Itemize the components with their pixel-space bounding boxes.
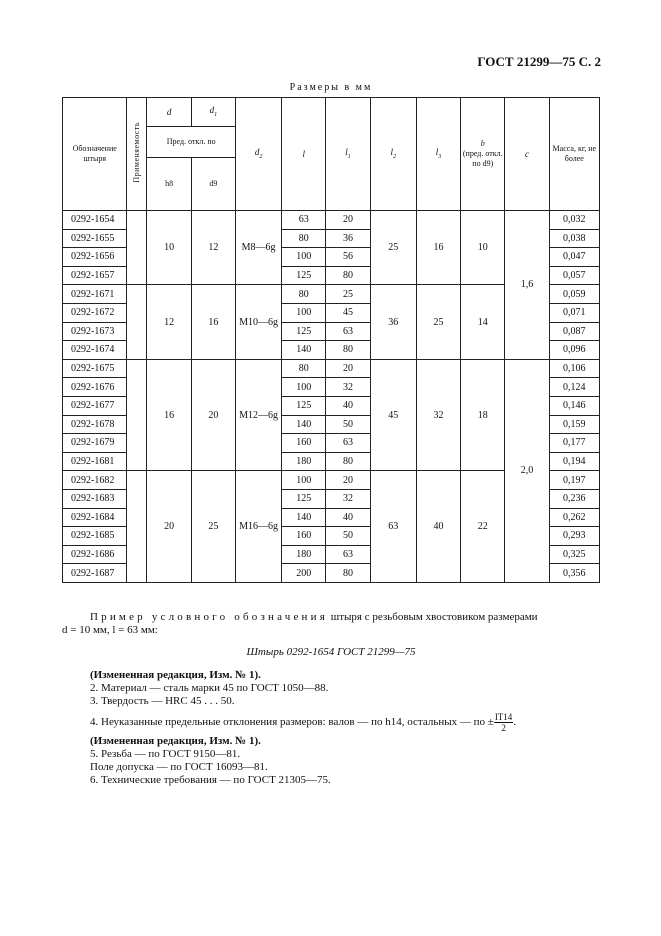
cell-mass: 0,096: [549, 341, 599, 360]
cell-l: 160: [282, 527, 326, 546]
cell-designation: 0292-1655: [63, 229, 127, 248]
cell-designation: 0292-1684: [63, 508, 127, 527]
col-l1-header: $l_1$: [326, 98, 370, 211]
cell-l: 125: [282, 266, 326, 285]
cell-mass: 0,047: [549, 248, 599, 267]
cell-l: 125: [282, 396, 326, 415]
cell-c: 1,6: [505, 211, 549, 360]
cell-applicability: [127, 359, 147, 471]
cell-designation: 0292-1657: [63, 266, 127, 285]
cell-d2: M8—6g: [235, 211, 281, 285]
cell-mass: 0,038: [549, 229, 599, 248]
cell-l1: 32: [326, 489, 370, 508]
cell-l1: 40: [326, 508, 370, 527]
cell-l1: 20: [326, 471, 370, 490]
cell-l: 125: [282, 489, 326, 508]
cell-applicability: [127, 471, 147, 583]
cell-designation: 0292-1682: [63, 471, 127, 490]
col-d-header: d: [147, 98, 191, 127]
cell-l: 63: [282, 211, 326, 230]
cell-mass: 0,194: [549, 452, 599, 471]
table-row: [63, 359, 600, 378]
cell-l1: 56: [326, 248, 370, 267]
cell-l: 125: [282, 322, 326, 341]
cell-l1: 32: [326, 378, 370, 397]
cell-designation: 0292-1656: [63, 248, 127, 267]
cell-l: 80: [282, 229, 326, 248]
cell-l1: 80: [326, 564, 370, 583]
cell-mass: 0,293: [549, 527, 599, 546]
table-row: [63, 211, 600, 230]
cell-l1: 63: [326, 434, 370, 453]
cell-l3: 40: [416, 471, 460, 583]
cell-d2: M12—6g: [235, 359, 281, 471]
cell-l: 140: [282, 341, 326, 360]
cell-l1: 63: [326, 545, 370, 564]
col-l3-header: $l_3$: [416, 98, 460, 211]
example-paragraph: [62, 611, 600, 637]
cell-mass: 0,197: [549, 471, 599, 490]
cell-l2: 36: [370, 285, 416, 359]
col-applicability-header: Применяемость: [127, 98, 147, 211]
cell-b: 14: [461, 285, 505, 359]
note-material: 2. Материал — сталь марки 45 по ГОСТ 1050—88.: [90, 682, 329, 694]
cell-l1: 36: [326, 229, 370, 248]
cell-designation: 0292-1683: [63, 489, 127, 508]
note-thread: 5. Резьба — по ГОСТ 9150—81.: [90, 748, 241, 760]
col-c-header: c: [505, 98, 549, 211]
cell-mass: 0,159: [549, 415, 599, 434]
col-l-header: l: [282, 98, 326, 211]
cell-designation: 0292-1654: [63, 211, 127, 230]
cell-mass: 0,059: [549, 285, 599, 304]
cell-b: 10: [461, 211, 505, 285]
cell-d2: M10—6g: [235, 285, 281, 359]
cell-designation: 0292-1679: [63, 434, 127, 453]
cell-designation: 0292-1685: [63, 527, 127, 546]
cell-mass: 0,071: [549, 303, 599, 322]
cell-l2: 63: [370, 471, 416, 583]
tolerance-h8: h8: [147, 158, 191, 211]
cell-designation: 0292-1673: [63, 322, 127, 341]
cell-l: 100: [282, 378, 326, 397]
cell-mass: 0,124: [549, 378, 599, 397]
cell-b: 22: [461, 471, 505, 583]
cell-l: 100: [282, 471, 326, 490]
cell-l: 180: [282, 452, 326, 471]
tolerance-d9: d9: [191, 158, 235, 211]
cell-l: 100: [282, 248, 326, 267]
revision-note-2: (Измененная редакция, Изм. № 1).: [90, 735, 261, 747]
col-name-header: Обозначение штыря: [63, 98, 127, 211]
col-d1-header: $d_1$: [191, 98, 235, 127]
cell-l: 140: [282, 508, 326, 527]
cell-l2: 45: [370, 359, 416, 471]
cell-l: 140: [282, 415, 326, 434]
example-rest: штыря с резьбовым хвостовиком размерами: [327, 611, 538, 623]
cell-designation: 0292-1678: [63, 415, 127, 434]
col-l2-header: $l_2$: [370, 98, 416, 211]
example-line2: d = 10 мм, l = 63 мм:: [62, 624, 158, 636]
cell-designation: 0292-1676: [63, 378, 127, 397]
dimensions-table: [62, 97, 600, 583]
tolerance-header: Пред. откл. по: [147, 127, 235, 158]
cell-mass: 0,262: [549, 508, 599, 527]
cell-d1: 20: [191, 359, 235, 471]
cell-l: 200: [282, 564, 326, 583]
cell-designation: 0292-1687: [63, 564, 127, 583]
cell-designation: 0292-1681: [63, 452, 127, 471]
cell-d1: 25: [191, 471, 235, 583]
table-caption: Размеры в мм: [289, 82, 373, 93]
cell-l1: 80: [326, 452, 370, 471]
col-b-header: b (пред. откл. по d9): [461, 98, 505, 211]
cell-designation: 0292-1677: [63, 396, 127, 415]
cell-mass: 0,356: [549, 564, 599, 583]
cell-l1: 20: [326, 211, 370, 230]
cell-l3: 32: [416, 359, 460, 471]
cell-d: 10: [147, 211, 191, 285]
cell-mass: 0,087: [549, 322, 599, 341]
notes: [62, 669, 600, 787]
col-d2-header: $d_2$: [235, 98, 281, 211]
cell-d1: 12: [191, 211, 235, 285]
cell-l1: 50: [326, 527, 370, 546]
page-header: ГОСТ 21299—75 С. 2: [477, 54, 601, 69]
cell-d: 12: [147, 285, 191, 359]
cell-l3: 16: [416, 211, 460, 285]
cell-c: 2,0: [505, 359, 549, 582]
cell-l1: 50: [326, 415, 370, 434]
cell-l3: 25: [416, 285, 460, 359]
cell-l: 80: [282, 359, 326, 378]
cell-mass: 0,057: [549, 266, 599, 285]
cell-designation: 0292-1674: [63, 341, 127, 360]
cell-l1: 45: [326, 303, 370, 322]
cell-mass: 0,177: [549, 434, 599, 453]
note-tolerance-field: Поле допуска — по ГОСТ 16093—81.: [90, 761, 268, 773]
note-hardness: 3. Твердость — HRC 45 . . . 50.: [90, 695, 235, 707]
note-tech-req: 6. Технические требования — по ГОСТ 21305—75.: [90, 774, 331, 786]
table-body: [63, 211, 600, 583]
cell-designation: 0292-1671: [63, 285, 127, 304]
cell-l1: 20: [326, 359, 370, 378]
example-designation: Штырь 0292-1654 ГОСТ 21299—75: [246, 646, 416, 658]
cell-applicability: [127, 211, 147, 285]
revision-note-1: (Измененная редакция, Изм. № 1).: [90, 669, 261, 681]
cell-applicability: [127, 285, 147, 359]
example-lead: Пример условного обозначения: [90, 611, 328, 623]
cell-d: 20: [147, 471, 191, 583]
cell-l1: 63: [326, 322, 370, 341]
cell-designation: 0292-1672: [63, 303, 127, 322]
cell-b: 18: [461, 359, 505, 471]
col-mass-header: Масса, кг, не более: [549, 98, 599, 211]
cell-l1: 80: [326, 341, 370, 360]
cell-mass: 0,106: [549, 359, 599, 378]
note-tolerances: 4. Неуказанные предельные отклонения размеров: валов — по h14, остальных — по ± $\frac{IT14}{2}$ .: [90, 712, 517, 733]
cell-l: 160: [282, 434, 326, 453]
cell-l1: 80: [326, 266, 370, 285]
cell-d: 16: [147, 359, 191, 471]
cell-d2: M16—6g: [235, 471, 281, 583]
cell-mass: 0,032: [549, 211, 599, 230]
cell-l: 180: [282, 545, 326, 564]
cell-l2: 25: [370, 211, 416, 285]
cell-l1: 40: [326, 396, 370, 415]
cell-mass: 0,146: [549, 396, 599, 415]
cell-designation: 0292-1675: [63, 359, 127, 378]
cell-l: 80: [282, 285, 326, 304]
cell-mass: 0,325: [549, 545, 599, 564]
cell-designation: 0292-1686: [63, 545, 127, 564]
cell-d1: 16: [191, 285, 235, 359]
cell-l: 100: [282, 303, 326, 322]
cell-mass: 0,236: [549, 489, 599, 508]
cell-l1: 25: [326, 285, 370, 304]
